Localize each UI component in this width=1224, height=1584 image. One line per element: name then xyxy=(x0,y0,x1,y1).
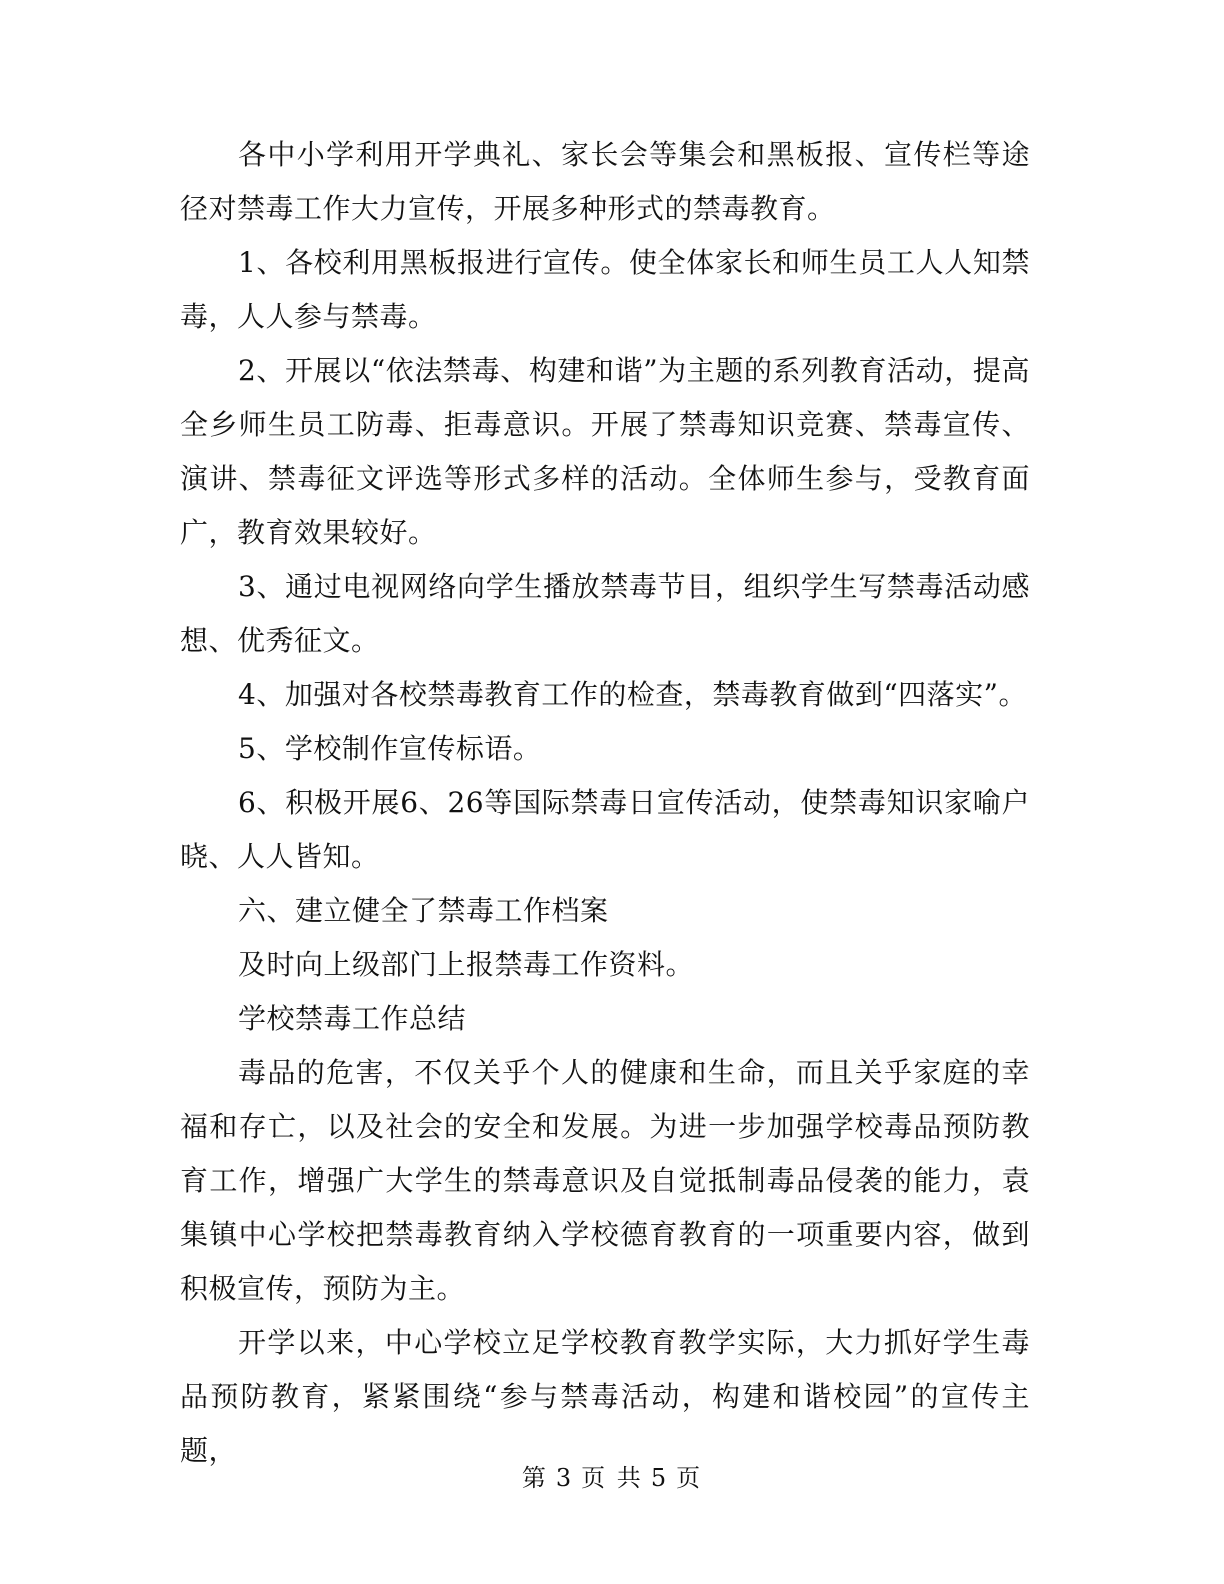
footer-suffix: 页 xyxy=(676,1464,703,1492)
section-title: 学校禁毒工作总结 xyxy=(238,1002,467,1035)
page-footer xyxy=(0,1463,1224,1493)
document-body xyxy=(180,128,1030,1478)
paragraph-7: 6、积极开展6、26等国际禁毒日宣传活动，使禁毒知识家喻户晓、人人皆知。 xyxy=(180,786,1030,873)
footer-middle: 页 共 xyxy=(581,1464,643,1492)
paragraph-1: 各中小学利用开学典礼、家长会等集会和黑板报、宣传栏等途径对禁毒工作大力宣传，开展多种形式的禁毒教育。 xyxy=(180,138,1030,225)
paragraph-6: 5、学校制作宣传标语。 xyxy=(238,732,542,765)
paragraph-10: 开学以来，中心学校立足学校教育教学实际，大力抓好学生毒品预防教育，紧紧围绕“参与禁毒活动，构建和谐校园”的宣传主题， xyxy=(180,1326,1030,1467)
paragraph-4: 3、通过电视网络向学生播放禁毒节目，组织学生写禁毒活动感想、优秀征文。 xyxy=(180,570,1030,657)
paragraph-9: 毒品的危害，不仅关乎个人的健康和生命，而且关乎家庭的幸福和存亡，以及社会的安全和发展。为进一步加强学校毒品预防教育工作，增强广大学生的禁毒意识及自觉抵制毒品侵袭的能力，袁集镇中心学校把禁毒教育纳入学校德育教育的一项重要内容，做到积极宣传，预防为主。 xyxy=(180,1056,1030,1305)
section-heading-archive: 六、建立健全了禁毒工作档案 xyxy=(238,894,609,927)
paragraph-8: 及时向上级部门上报禁毒工作资料。 xyxy=(238,948,695,981)
paragraph-2: 1、各校利用黑板报进行宣传。使全体家长和师生员工人人知禁毒，人人参与禁毒。 xyxy=(180,246,1030,333)
paragraph-5: 4、加强对各校禁毒教育工作的检查，禁毒教育做到“四落实”。 xyxy=(238,678,1027,711)
footer-prefix: 第 xyxy=(521,1464,548,1492)
footer-total-pages: 5 xyxy=(650,1464,669,1492)
footer-current-page: 3 xyxy=(555,1464,574,1492)
paragraph-3: 2、开展以“依法禁毒、构建和谐”为主题的系列教育活动，提高全乡师生员工防毒、拒毒意识。开展了禁毒知识竞赛、禁毒宣传、演讲、禁毒征文评选等形式多样的活动。全体师生参与，受教育面广，教育效果较好。 xyxy=(180,354,1030,549)
